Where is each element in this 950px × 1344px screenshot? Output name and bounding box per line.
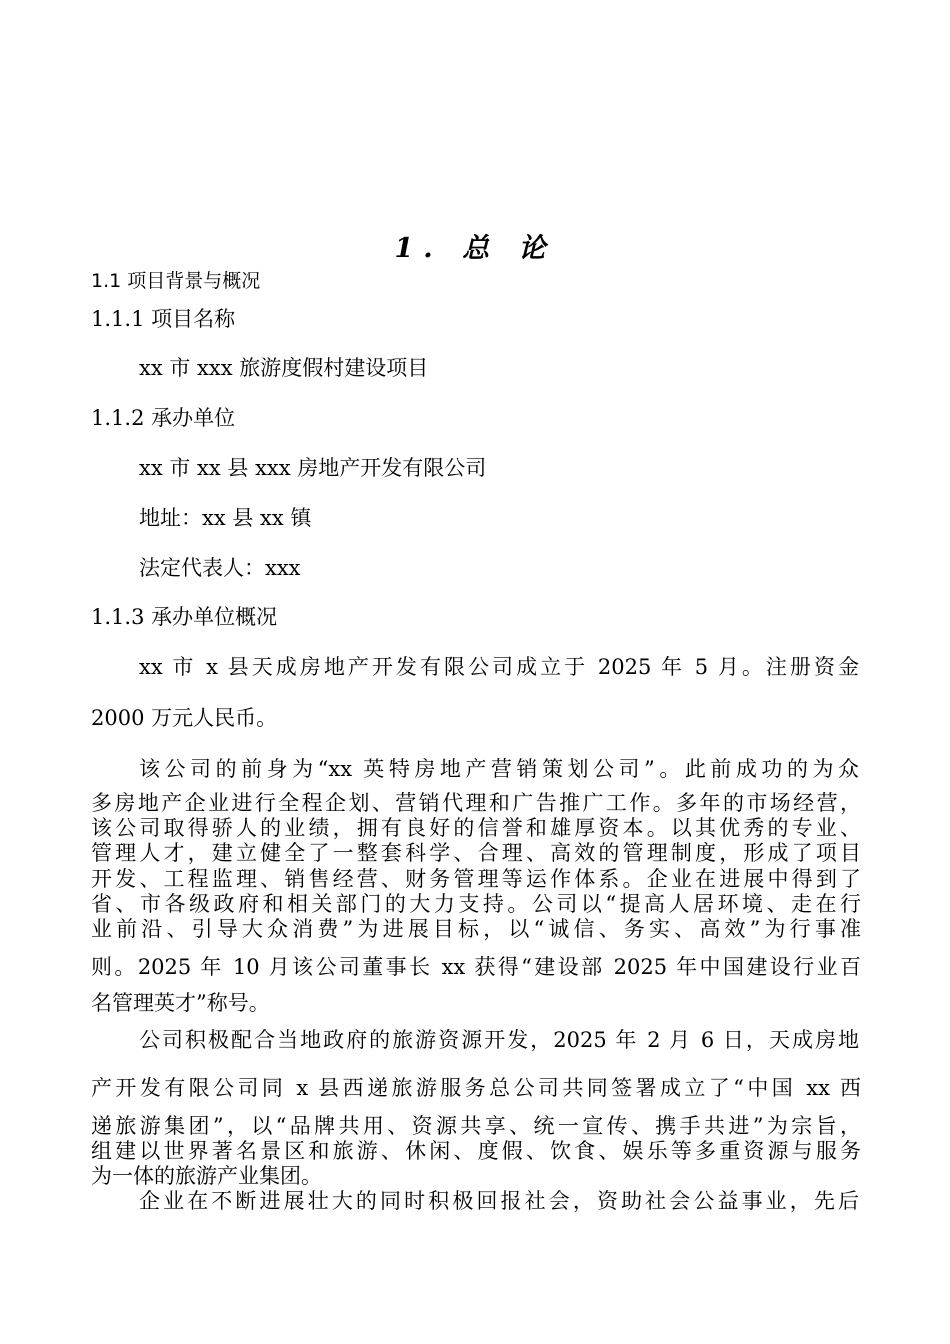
paragraph-line: 业前沿、引导大众消费”为进展目标，以“诚信、务实、高效”为行事准 (91, 917, 861, 941)
paragraph-line: 组建以世界著名景区和旅游、休闲、度假、饮食、娱乐等多重资源与服务 (91, 1139, 861, 1163)
paragraph-line: 公司积极配合当地政府的旅游资源开发，2025 年 2 月 6 日，天成房地 (139, 1028, 859, 1052)
company-name: xx 市 xx 县 xxx 房地产开发有限公司 (139, 456, 487, 480)
company-address: 地址：xx 县 xx 镇 (139, 506, 312, 530)
paragraph-line: 管理人才，建立健全了一整套科学、合理、高效的管理制度，形成了项目 (91, 841, 861, 865)
paragraph-line: 递旅游集团”，以“品牌共用、资源共享、统一宣传、携手共进”为宗旨， (91, 1114, 861, 1138)
paragraph-line: 则。2025 年 10 月该公司董事长 xx 获得“建设部 2025 年中国建设行业百 (91, 955, 861, 979)
paragraph-line: xx 市 x 县天成房地产开发有限公司成立于 2025 年 5 月。注册资金 (139, 655, 859, 679)
paragraph-line: 为一体的旅游产业集团。 (91, 1164, 322, 1188)
paragraph-line: 该公司取得骄人的业绩，拥有良好的信誉和雄厚资本。以其优秀的专业、 (91, 816, 861, 840)
subsection-heading-1-1-2: 1.1.2 承办单位 (91, 406, 236, 430)
subsection-heading-1-1-1: 1.1.1 项目名称 (91, 307, 236, 331)
paragraph-line: 多房地产企业进行全程企划、营销代理和广告推广工作。多年的市场经营， (91, 791, 861, 815)
legal-representative: 法定代表人：xxx (139, 556, 301, 580)
paragraph-line: 开发、工程监理、销售经营、财务管理等运作体系。企业在进展中得到了 (91, 867, 861, 891)
section-heading-1-1: 1.1 项目背景与概况 (91, 270, 261, 292)
chapter-title: 1. 总 论 (394, 233, 556, 264)
paragraph-line: 省、市各级政府和相关部门的大力支持。公司以“提高人居环境、走在行 (91, 892, 861, 916)
project-name: xx 市 xxx 旅游度假村建设项目 (139, 356, 429, 380)
paragraph-line: 2000 万元人民币。 (91, 706, 278, 730)
paragraph-line: 产开发有限公司同 x 县西递旅游服务总公司共同签署成立了“中国 xx 西 (91, 1076, 861, 1100)
paragraph-line: 企业在不断进展壮大的同时积极回报社会，资助社会公益事业，先后 (139, 1189, 859, 1213)
subsection-heading-1-1-3: 1.1.3 承办单位概况 (91, 605, 278, 629)
paragraph-line: 名管理英才”称号。 (91, 991, 270, 1015)
paragraph-line: 该公司的前身为“xx 英特房地产营销策划公司”。此前成功的为众 (139, 757, 859, 781)
